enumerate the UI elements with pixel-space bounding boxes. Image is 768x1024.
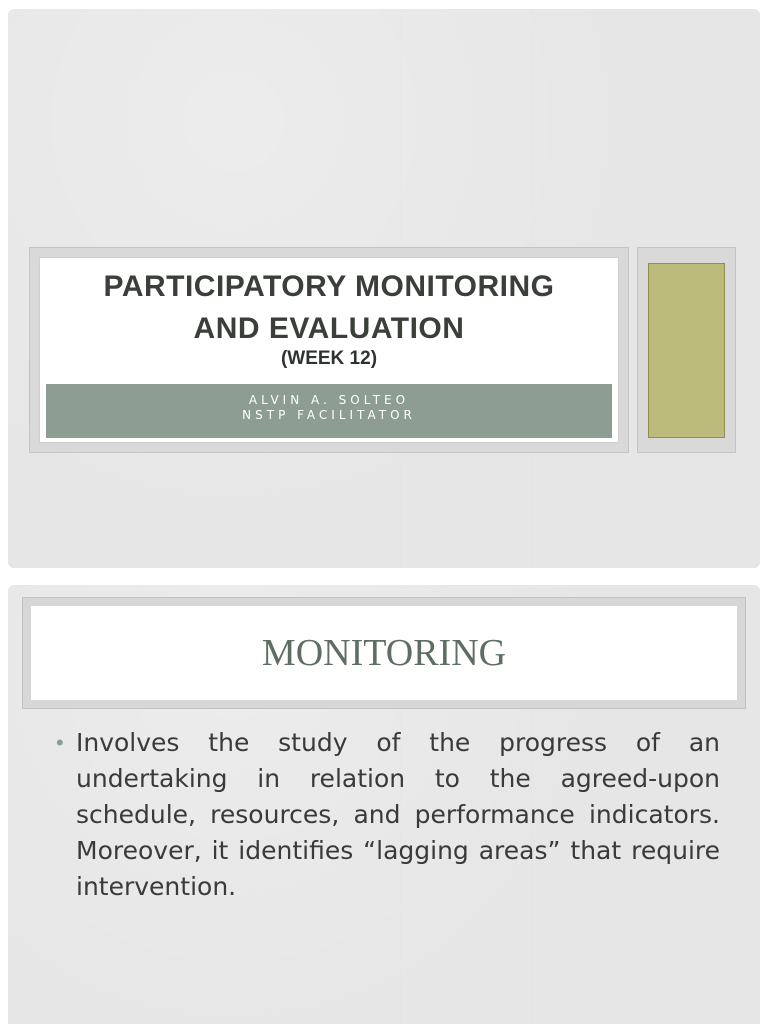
title-line-2: AND EVALUATION <box>193 312 465 345</box>
bullet-text: Involves the study of the progress of an undertaking in relation to the agreed-upon schedule, resources, and performance indicators. Moreover, it identifies “lagging areas” that require intervention. <box>76 728 720 901</box>
heading-frame <box>22 597 746 709</box>
accent-block <box>648 263 725 438</box>
title-line-1: PARTICIPATORY MONITORING <box>103 270 555 303</box>
title-frame <box>29 247 629 453</box>
slide-heading: MONITORING <box>261 632 507 674</box>
title-week: (WEEK 12) <box>280 348 378 369</box>
subtitle-band <box>46 384 612 438</box>
title-area <box>46 264 612 384</box>
heading-panel <box>31 606 737 700</box>
title-slide <box>8 9 760 568</box>
title-panel <box>39 257 619 443</box>
bullet-icon: • <box>56 730 64 755</box>
accent-frame <box>637 247 736 453</box>
bullet-item <box>56 725 720 905</box>
author-name: ALVIN A. SOLTEO <box>248 393 410 407</box>
author-role: NSTP FACILITATOR <box>242 408 416 422</box>
monitoring-slide <box>8 585 760 1024</box>
